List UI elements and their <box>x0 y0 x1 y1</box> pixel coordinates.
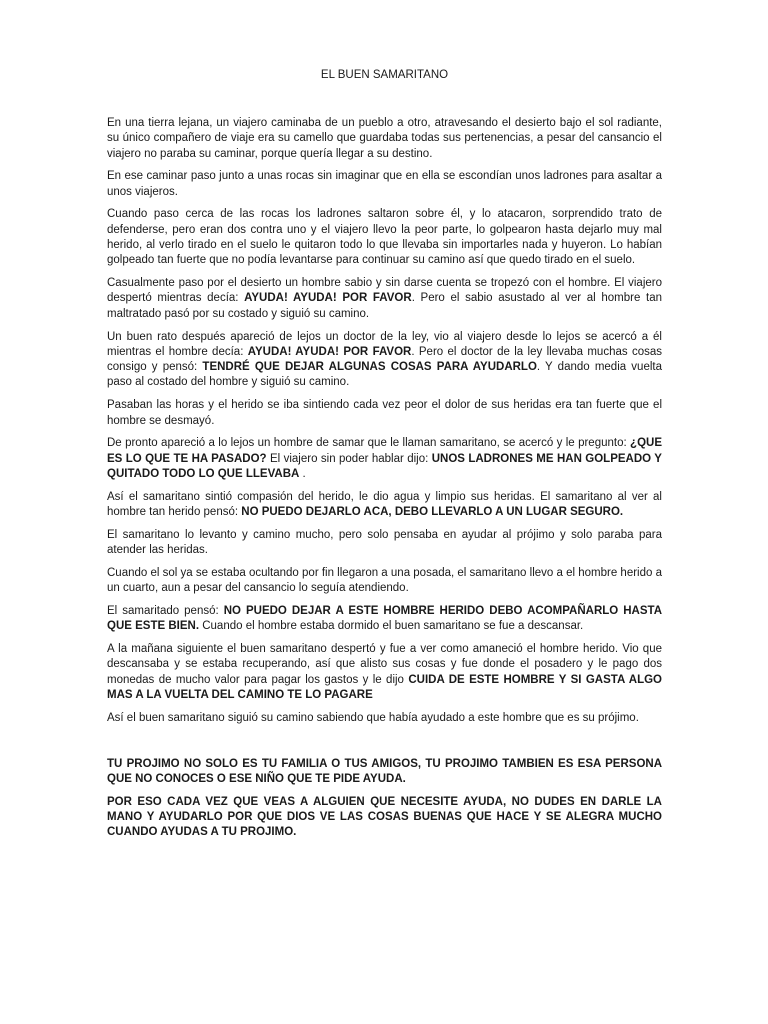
paragraph-text: El samaritado pensó: <box>107 605 224 618</box>
story-paragraph <box>107 604 662 635</box>
paragraph-text: . Y dando media vuelta paso al costado del hombre y siguió su camino. <box>107 361 662 389</box>
emphasized-text: ¿QUE ES LO QUE TE HA PASADO? <box>107 437 662 465</box>
story-paragraph <box>107 566 662 597</box>
story-paragraph <box>107 642 662 703</box>
emphasized-text: CUIDA DE ESTE HOMBRE Y SI GASTA ALGO MAS A LA VUELTA DEL CAMINO TE LO PAGARE <box>107 673 662 701</box>
story-paragraph <box>107 207 662 268</box>
emphasized-text: AYUDA! AYUDA! POR FAVOR <box>247 345 412 358</box>
paragraph-text: Cuando el sol ya se estaba ocultando por fin llegaron a una posada, el samaritano llevo a el hombre herido a un cuarto, aun a pesar del cansancio lo seguía atendiendo. <box>107 566 662 595</box>
paragraph-text: A la mañana siguiente el buen samaritano despertó y fue a ver como amaneció el hombre herido. Vio que descansaba y se estaba recuperando, así que alisto sus cosas y fue donde el posadero y le pago dos monedas de mucho valor para pagar los gastos y le dijo <box>107 643 662 686</box>
paragraph-text: En una tierra lejana, un viajero caminaba de un pueblo a otro, atravesando el desierto bajo el sol radiante, su único compañero de viaje era su camello que guardaba todas sus pertenencias, a pesar del cansancio el viajero no paraba su caminar, porque quería llegar a su destino. <box>107 117 662 160</box>
emphasized-text: UNOS LADRONES ME HAN GOLPEADO Y QUITADO TODO LO QUE LLEVABA <box>107 452 662 480</box>
story-paragraph <box>107 711 662 726</box>
story-paragraph <box>107 436 662 482</box>
paragraph-text: De pronto apareció a lo lejos un hombre de samar que le llaman samaritano, se acercó y le pregunto: <box>107 437 631 450</box>
emphasized-text: NO PUEDO DEJAR A ESTE HOMBRE HERIDO DEBO ACOMPAÑARLO HASTA QUE ESTE BIEN. <box>107 605 662 633</box>
paragraph-text: Así el samaritano sintió compasión del herido, le dio agua y limpio sus heridas. El samaritano al ver al hombre tan herido pensó: <box>107 490 662 519</box>
paragraph-text: Un buen rato después apareció de lejos un doctor de la ley, vio al viajero desde lo lejos se acercó a él mientras el hombre decía: <box>107 330 662 358</box>
document-title: EL BUEN SAMARITANO <box>320 69 449 81</box>
paragraph-text: En ese caminar paso junto a unas rocas sin imaginar que en ella se escondían unos ladrones para asaltar a unos viajeros. <box>107 170 662 198</box>
story-paragraph <box>107 116 662 162</box>
story-paragraph <box>107 330 662 391</box>
paragraph-text: El viajero sin poder hablar dijo: <box>266 452 432 465</box>
story-body <box>107 116 662 726</box>
closing-paragraph: TU PROJIMO NO SOLO ES TU FAMILIA O TUS AMIGOS, TU PROJIMO TAMBIEN ES ESA PERSONA QUE NO CONOCES O ESE NIÑO QUE TE PIDE AYUDA. <box>107 757 662 785</box>
document-page <box>107 68 662 848</box>
emphasized-text: NO PUEDO DEJARLO ACA, DEBO LLEVARLO A UN LUGAR SEGURO. <box>241 506 624 519</box>
paragraph-text: Pasaban las horas y el herido se iba sintiendo cada vez peor el dolor de sus heridas era tan fuerte que el hombre se desmayó. <box>107 399 662 427</box>
paragraph-text: Cuando paso cerca de las rocas los ladrones saltaron sobre él, y lo atacaron, sorprendido trato de defenderse, pero eran dos contra uno y el viajero llevo la peor parte, lo golpearon hasta dejarlo muy mal herido, al verlo tirado en el suelo le quitaron todo lo que llevaba sin importarles nada y huyeron. Lo habían golpeado tan fuerte que no podía levantarse para continuar su camino así que quedo tirado en el suelo. <box>107 208 662 267</box>
paragraph-text: El samaritano lo levanto y camino mucho, pero solo pensaba en ayudar al prójimo y solo paraba para atender las heridas. <box>107 528 662 557</box>
emphasized-text: AYUDA! AYUDA! POR FAVOR <box>244 292 412 305</box>
paragraph-text: Cuando el hombre estaba dormido el buen samaritano se fue a descansar. <box>199 620 584 633</box>
paragraph-text: . <box>299 467 306 480</box>
paragraph-text: Casualmente paso por el desierto un hombre sabio y sin darse cuenta se tropezó con el hombre. El viajero despertó mientras decía: <box>107 277 662 305</box>
story-paragraph <box>107 528 662 559</box>
paragraph-text: Así el buen samaritano siguió su camino sabiendo que había ayudado a este hombre que es su prójimo. <box>107 711 639 724</box>
section-spacer <box>107 734 662 757</box>
emphasized-text: TENDRÉ QUE DEJAR ALGUNAS COSAS PARA AYUDARLO <box>202 361 537 374</box>
paragraph-text: . Pero el doctor de la ley llevaba muchas cosas consigo y pensó: <box>107 345 662 374</box>
closing-section <box>107 757 662 841</box>
story-paragraph <box>107 169 662 200</box>
story-paragraph <box>107 490 662 521</box>
paragraph-text: . Pero el sabio asustado al ver al hombre tan maltratado pasó por su costado y siguió su camino. <box>107 292 663 320</box>
closing-paragraph: POR ESO CADA VEZ QUE VEAS A ALGUIEN QUE NECESITE AYUDA, NO DUDES EN DARLE LA MANO Y AYUDARLO POR QUE DIOS VE LAS COSAS BUENAS QUE HACE Y SE ALEGRA MUCHO CUANDO AYUDAS A TU PROJIMO. <box>107 795 662 839</box>
story-paragraph <box>107 398 662 429</box>
story-paragraph <box>107 276 662 322</box>
